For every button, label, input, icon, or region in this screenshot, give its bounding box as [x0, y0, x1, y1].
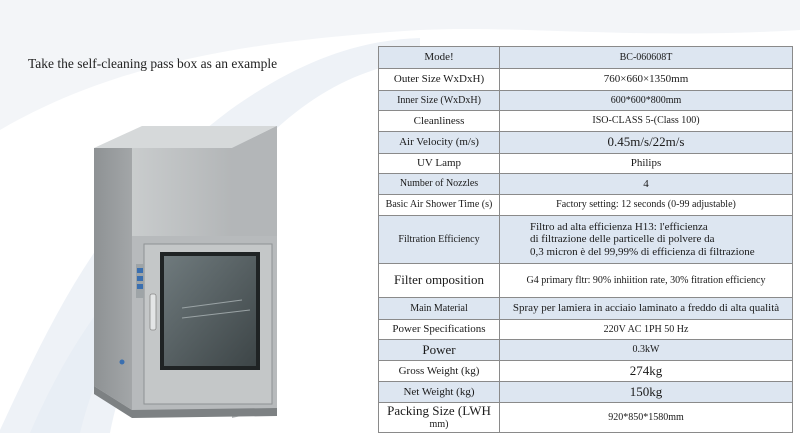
spec-table: [378, 46, 793, 433]
spec-label: Gross Weight (kg): [379, 361, 500, 382]
spec-value: [500, 216, 793, 264]
spec-row: [379, 111, 793, 132]
spec-row: [379, 298, 793, 320]
spec-value: Factory setting: 12 seconds (0-99 adjustable): [500, 195, 793, 216]
spec-row: [379, 216, 793, 264]
spec-value: 0.45m/s/22m/s: [500, 132, 793, 154]
spec-label: Net Weight (kg): [379, 382, 500, 403]
filtration-line: Filtro ad alta efficienza H13: l'efficienza: [530, 220, 708, 233]
spec-row: [379, 382, 793, 403]
pass-box-image: [82, 118, 282, 418]
spec-row: [379, 264, 793, 298]
spec-row: [379, 47, 793, 69]
spec-label: UV Lamp: [379, 154, 500, 174]
spec-label: [379, 403, 500, 433]
spec-label: Mode!: [379, 47, 500, 69]
spec-row: [379, 361, 793, 382]
spec-row: [379, 340, 793, 361]
spec-label: Main Material: [379, 298, 500, 320]
spec-value: 0.3kW: [500, 340, 793, 361]
spec-row: [379, 132, 793, 154]
spec-label: Number of Nozzles: [379, 174, 500, 195]
filtration-line: 0,3 micron è del 99,99% di efficienza di filtrazione: [530, 245, 755, 258]
spec-value: 600*600*800mm: [500, 91, 793, 111]
spec-value: G4 primary fltr: 90% inhiition rate, 30% fitration efficiency: [500, 264, 793, 298]
spec-row: [379, 320, 793, 340]
filtration-line: di filtrazione delle particelle di polvere da: [530, 233, 715, 246]
spec-row: [379, 154, 793, 174]
spec-label: Inner Size (WxDxH): [379, 91, 500, 111]
spec-value: ISO-CLASS 5-(Class 100): [500, 111, 793, 132]
caption: Take the self-cleaning pass box as an example: [28, 56, 278, 71]
spec-row: [379, 195, 793, 216]
spec-label: Outer Size WxDxH): [379, 69, 500, 91]
spec-value: BC-060608T: [500, 47, 793, 69]
spec-label: Power: [379, 340, 500, 361]
spec-value: 920*850*1580mm: [500, 403, 793, 433]
spec-value: 150kg: [500, 382, 793, 403]
packing-label-line: mm): [429, 419, 449, 431]
spec-label: Power Specifications: [379, 320, 500, 340]
spec-row: [379, 174, 793, 195]
spec-label: Air Velocity (m/s): [379, 132, 500, 154]
spec-value: 760×660×1350mm: [500, 69, 793, 91]
spec-value: Spray per lamiera in acciaio laminato a freddo di alta qualità: [500, 298, 793, 320]
spec-row: [379, 91, 793, 111]
spec-value: Philips: [500, 154, 793, 174]
spec-row: [379, 69, 793, 91]
spec-value: 4: [500, 174, 793, 195]
spec-label: Filter omposition: [379, 264, 500, 298]
spec-label: Filtration Efficiency: [379, 216, 500, 264]
spec-label: Cleanliness: [379, 111, 500, 132]
spec-label: Basic Air Shower Time (s): [379, 195, 500, 216]
packing-label-line: Packing Size (LWH: [387, 403, 491, 419]
spec-value: 220V AC 1PH 50 Hz: [500, 320, 793, 340]
spec-row: [379, 403, 793, 433]
spec-value: 274kg: [500, 361, 793, 382]
